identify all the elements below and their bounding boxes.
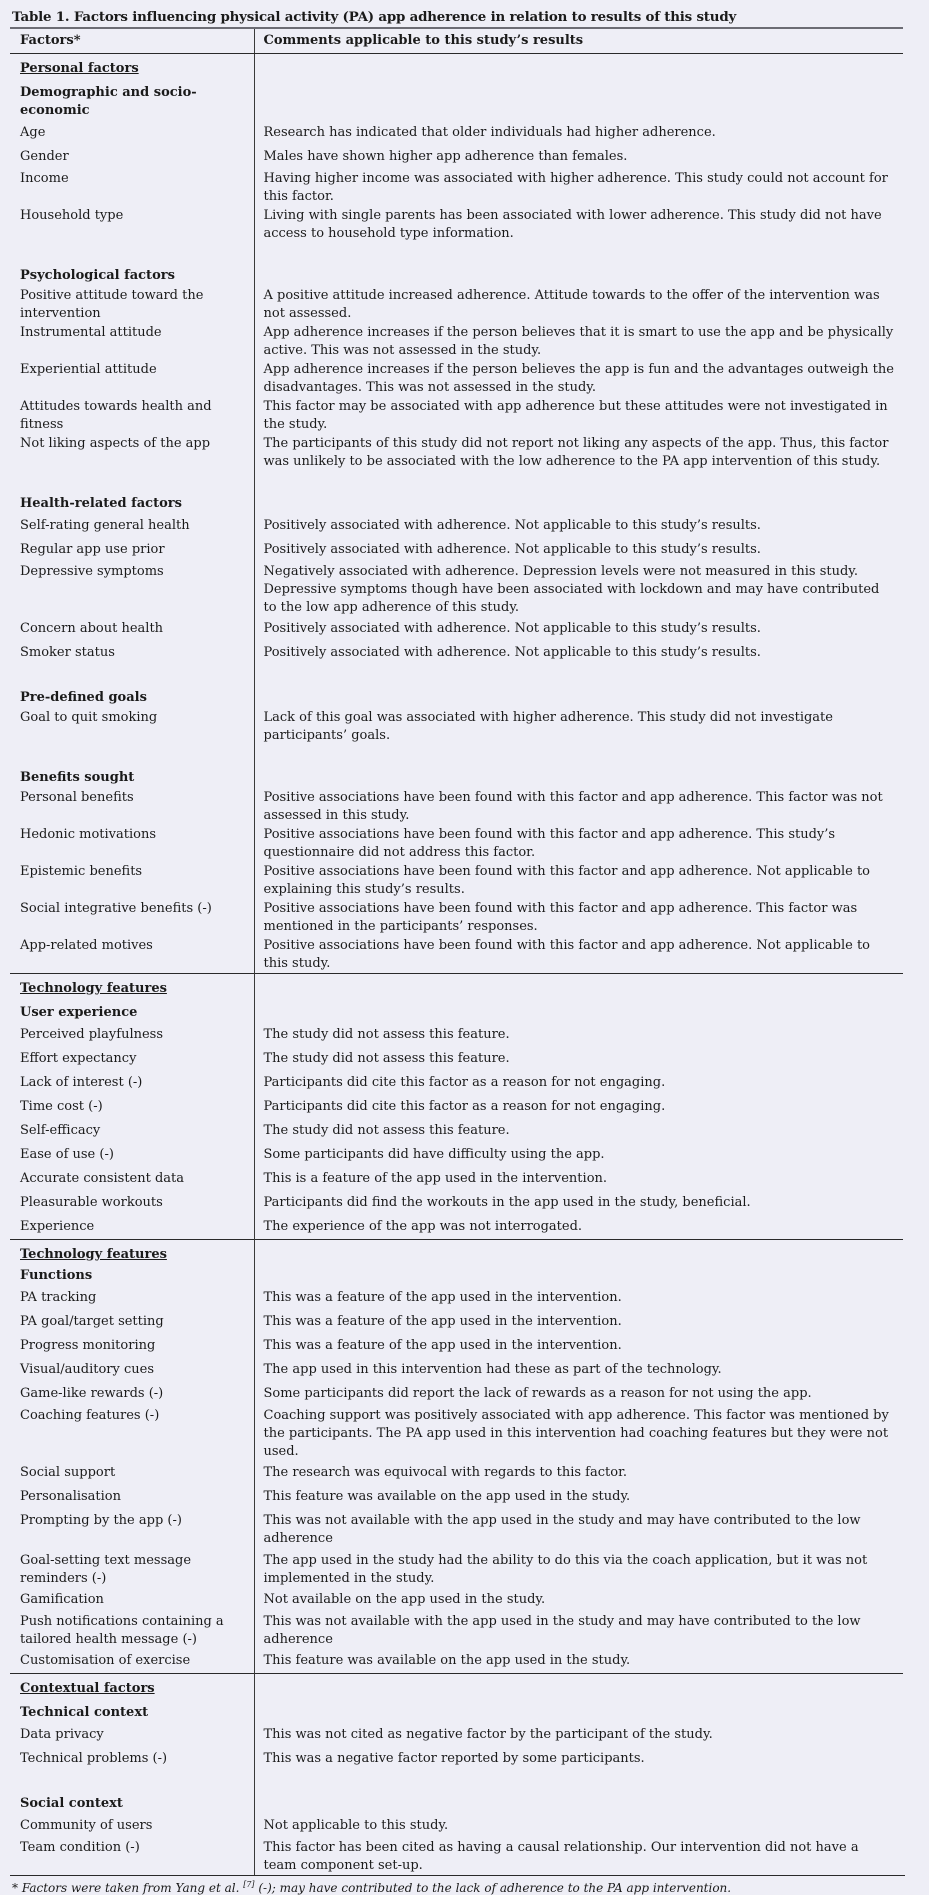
empty-cell xyxy=(254,665,903,685)
table-row xyxy=(10,169,903,206)
table-row xyxy=(10,1334,903,1358)
comment-cell: The study did not assess this feature. xyxy=(263,1027,510,1042)
factor-cell: Lack of interest (-) xyxy=(10,1071,254,1095)
footnote-text-after: (-); may have contributed to the lack of adherence to the PA app intervention. xyxy=(254,1881,732,1895)
table-row xyxy=(10,862,903,899)
empty-cell xyxy=(254,685,903,708)
spacer-row xyxy=(10,471,903,491)
empty-cell xyxy=(254,1000,903,1023)
factors-table xyxy=(10,29,903,1875)
table-row xyxy=(10,1747,903,1771)
comment-cell: This was a negative factor reported by some participants. xyxy=(263,1751,645,1766)
subgroup-header-row xyxy=(10,491,903,514)
factor-cell: Depressive symptoms xyxy=(10,562,254,617)
factor-cell: Technical problems (-) xyxy=(10,1747,254,1771)
comment-cell: Not applicable to this study. xyxy=(263,1818,449,1833)
factor-cell: Concern about health xyxy=(10,617,254,641)
empty-cell xyxy=(254,1791,903,1814)
comment-cell: Participants did find the workouts in the app used in the study, beneficial. xyxy=(263,1195,751,1210)
section-header-row xyxy=(10,974,903,1001)
empty-cell xyxy=(254,1700,903,1723)
comment-cell: Positive associations have been found with this factor and app adherence. Not applicable to explaining this study’s results. xyxy=(263,864,870,897)
table-row xyxy=(10,562,903,617)
comment-cell: A positive attitude increased adherence. Attitude towards to the offer of the intervention was not assessed. xyxy=(263,288,880,321)
comment-cell: This factor has been cited as having a causal relationship. Our intervention did not have a team component set-up. xyxy=(263,1840,859,1873)
comment-cell: Positive associations have been found with this factor and app adherence. Not applicable to this study. xyxy=(263,938,870,971)
factor-cell: Pleasurable workouts xyxy=(10,1191,254,1215)
comment-cell: This is a feature of the app used in the intervention. xyxy=(263,1171,608,1186)
table-row xyxy=(10,145,903,169)
table-row xyxy=(10,1461,903,1485)
subgroup-title: Technical context xyxy=(10,1700,254,1723)
spacer-row xyxy=(10,243,903,263)
subgroup-title: User experience xyxy=(10,1000,254,1023)
table-row xyxy=(10,1286,903,1310)
empty-cell xyxy=(10,745,254,765)
table-row xyxy=(10,641,903,665)
comment-cell: This factor may be associated with app adherence but these attitudes were not investigated in the study. xyxy=(263,399,888,432)
factor-cell: Age xyxy=(10,121,254,145)
factor-cell: Goal to quit smoking xyxy=(10,708,254,745)
subgroup-title: Pre-defined goals xyxy=(10,685,254,708)
table-header-row xyxy=(10,29,903,54)
table-row xyxy=(10,434,903,471)
empty-cell xyxy=(10,243,254,263)
subgroup-header-row xyxy=(10,1791,903,1814)
subgroup-title: Functions xyxy=(10,1266,254,1286)
table-caption: Table 1. Factors influencing physical activity (PA) app adherence in relation to results of this study xyxy=(10,6,903,29)
comment-cell: Positive associations have been found with this factor and app adherence. This factor was mentioned in the participants’ responses. xyxy=(263,901,858,934)
comment-cell: Positively associated with adherence. Not applicable to this study’s results. xyxy=(263,518,761,533)
factor-cell: Experiential attitude xyxy=(10,360,254,397)
factor-cell: Experience xyxy=(10,1215,254,1240)
spacer-row xyxy=(10,745,903,765)
table-row xyxy=(10,899,903,936)
comment-cell: Positive associations have been found with this factor and app adherence. This factor was not assessed in this study. xyxy=(263,790,883,823)
section-header-row xyxy=(10,1674,903,1701)
factor-cell: Visual/auditory cues xyxy=(10,1358,254,1382)
table-row xyxy=(10,1047,903,1071)
factor-cell: PA tracking xyxy=(10,1286,254,1310)
table-row xyxy=(10,1119,903,1143)
subgroup-header-row xyxy=(10,80,903,121)
empty-cell xyxy=(254,471,903,491)
table-row xyxy=(10,323,903,360)
subgroup-title: Benefits sought xyxy=(10,765,254,788)
comment-cell: This feature was available on the app used in the study. xyxy=(263,1653,631,1668)
empty-cell xyxy=(254,765,903,788)
factor-cell: Data privacy xyxy=(10,1723,254,1747)
factor-cell: Attitudes towards health and fitness xyxy=(10,397,254,434)
comment-cell: Participants did cite this factor as a reason for not engaging. xyxy=(263,1099,666,1114)
comment-cell: App adherence increases if the person believes the app is fun and the advantages outweigh the disadvantages. This was not assessed in the study. xyxy=(263,362,894,395)
factor-cell: Accurate consistent data xyxy=(10,1167,254,1191)
factor-cell: Progress monitoring xyxy=(10,1334,254,1358)
comment-cell: Positive associations have been found with this factor and app adherence. This study’s questionnaire did not address this factor. xyxy=(263,827,836,860)
factor-cell: Epistemic benefits xyxy=(10,862,254,899)
table-row xyxy=(10,397,903,434)
factor-cell: Push notifications containing a tailored health message (-) xyxy=(10,1612,254,1649)
empty-cell xyxy=(10,1771,254,1791)
table-row xyxy=(10,360,903,397)
empty-cell xyxy=(10,665,254,685)
subgroup-header-row xyxy=(10,263,903,286)
table-footnote xyxy=(10,1875,905,1895)
subgroup-title: Health-related factors xyxy=(10,491,254,514)
factor-cell: Time cost (-) xyxy=(10,1095,254,1119)
factor-cell: Personalisation xyxy=(10,1485,254,1509)
spacer-row xyxy=(10,665,903,685)
table-row xyxy=(10,1612,903,1649)
comment-cell: Coaching support was positively associated with app adherence. This factor was mentioned by the participants. The PA app used in this intervention had coaching features but they were not used. xyxy=(263,1408,889,1459)
factor-cell: Ease of use (-) xyxy=(10,1143,254,1167)
comment-cell: The study did not assess this feature. xyxy=(263,1051,510,1066)
table-row xyxy=(10,121,903,145)
comment-cell: Positively associated with adherence. Not applicable to this study’s results. xyxy=(263,542,761,557)
table-row xyxy=(10,1382,903,1406)
table-row xyxy=(10,1023,903,1047)
table-row xyxy=(10,1814,903,1838)
factor-cell: App-related motives xyxy=(10,936,254,974)
factor-cell: Household type xyxy=(10,206,254,243)
table-row xyxy=(10,1485,903,1509)
factor-cell: Income xyxy=(10,169,254,206)
subgroup-title: Social context xyxy=(10,1791,254,1814)
table-row xyxy=(10,617,903,641)
subgroup-header-row xyxy=(10,1266,903,1286)
subgroup-header-row xyxy=(10,765,903,788)
comment-cell: This was not cited as negative factor by the participant of the study. xyxy=(263,1727,713,1742)
comment-cell: Living with single parents has been associated with lower adherence. This study did not have access to household type information. xyxy=(263,208,882,241)
comment-cell: Some participants did report the lack of rewards as a reason for not using the app. xyxy=(263,1386,812,1401)
table-row xyxy=(10,538,903,562)
subgroup-header-row xyxy=(10,1700,903,1723)
empty-cell xyxy=(254,974,903,1001)
empty-cell xyxy=(254,1674,903,1701)
empty-cell xyxy=(254,1771,903,1791)
empty-cell xyxy=(254,263,903,286)
factor-cell: Self-rating general health xyxy=(10,514,254,538)
comment-cell: Participants did cite this factor as a reason for not engaging. xyxy=(263,1075,666,1090)
empty-cell xyxy=(254,243,903,263)
table-row xyxy=(10,1358,903,1382)
table-row xyxy=(10,825,903,862)
comment-cell: The study did not assess this feature. xyxy=(263,1123,510,1138)
factor-cell: Social support xyxy=(10,1461,254,1485)
comment-cell: This was not available with the app used in the study and may have contributed to the low adherence xyxy=(263,1614,861,1647)
factor-cell: Effort expectancy xyxy=(10,1047,254,1071)
factor-cell: Instrumental attitude xyxy=(10,323,254,360)
comment-cell: Negatively associated with adherence. Depression levels were not measured in this study. Depressive symptoms though have been associated with lockdown and may have contributed to the low app adherence of this study. xyxy=(263,564,880,615)
table-row xyxy=(10,1191,903,1215)
subgroup-title: Demographic and socio-economic xyxy=(10,80,254,121)
comment-cell: Some participants did have difficulty using the app. xyxy=(263,1147,605,1162)
factor-cell: Community of users xyxy=(10,1814,254,1838)
section-header-row xyxy=(10,1240,903,1267)
table-row xyxy=(10,1723,903,1747)
empty-cell xyxy=(254,1240,903,1267)
factor-cell: Personal benefits xyxy=(10,788,254,825)
table-row xyxy=(10,1406,903,1461)
factor-cell: Social integrative benefits (-) xyxy=(10,899,254,936)
table-body xyxy=(10,54,903,1876)
factor-cell: Gamification xyxy=(10,1588,254,1612)
factor-cell: Prompting by the app (-) xyxy=(10,1509,254,1551)
section-header-row xyxy=(10,54,903,81)
comment-cell: This was a feature of the app used in the intervention. xyxy=(263,1338,622,1353)
table-row xyxy=(10,514,903,538)
comment-cell: The app used in this intervention had these as part of the technology. xyxy=(263,1362,722,1377)
header-comments: Comments applicable to this study’s results xyxy=(254,29,903,54)
table-row xyxy=(10,1095,903,1119)
comment-cell: Lack of this goal was associated with higher adherence. This study did not investigate participants’ goals. xyxy=(263,710,833,743)
factor-cell: Regular app use prior xyxy=(10,538,254,562)
comment-cell: Research has indicated that older individuals had higher adherence. xyxy=(263,125,716,140)
comment-cell: The research was equivocal with regards to this factor. xyxy=(263,1465,627,1480)
section-title: Technology features xyxy=(10,974,254,1001)
comment-cell: Having higher income was associated with higher adherence. This study could not account for this factor. xyxy=(263,171,888,204)
table-row xyxy=(10,1838,903,1875)
comment-cell: The experience of the app was not interrogated. xyxy=(263,1219,583,1234)
empty-cell xyxy=(254,1266,903,1286)
comment-cell: This was not available with the app used in the study and may have contributed to the low adherence xyxy=(263,1513,861,1546)
section-title: Contextual factors xyxy=(10,1674,254,1701)
table-row xyxy=(10,1143,903,1167)
spacer-row xyxy=(10,1771,903,1791)
comment-cell: The participants of this study did not report not liking any aspects of the app. Thus, this factor was unlikely to be associated with the low adherence to the PA app intervention of this study. xyxy=(263,436,889,469)
subgroup-header-row xyxy=(10,1000,903,1023)
empty-cell xyxy=(254,54,903,81)
table-row xyxy=(10,1551,903,1588)
factor-cell: Team condition (-) xyxy=(10,1838,254,1875)
table-row xyxy=(10,1167,903,1191)
table-row xyxy=(10,1588,903,1612)
table-row xyxy=(10,1649,903,1674)
table-row xyxy=(10,1310,903,1334)
comment-cell: The app used in the study had the ability to do this via the coach application, but it was not implemented in the study. xyxy=(263,1553,868,1586)
factor-cell: Gender xyxy=(10,145,254,169)
table-row xyxy=(10,1071,903,1095)
comment-cell: This was a feature of the app used in the intervention. xyxy=(263,1314,622,1329)
header-factors: Factors* xyxy=(10,29,254,54)
comment-cell: Males have shown higher app adherence than females. xyxy=(263,149,628,164)
table-row xyxy=(10,936,903,974)
comment-cell: This was a feature of the app used in the intervention. xyxy=(263,1290,622,1305)
comment-cell: Positively associated with adherence. Not applicable to this study’s results. xyxy=(263,645,761,660)
factor-cell: Smoker status xyxy=(10,641,254,665)
footnote-reference: [7] xyxy=(243,1880,255,1889)
section-title: Technology features xyxy=(10,1240,254,1267)
factor-cell: Game-like rewards (-) xyxy=(10,1382,254,1406)
factor-cell: Self-efficacy xyxy=(10,1119,254,1143)
empty-cell xyxy=(254,80,903,121)
factor-cell: Customisation of exercise xyxy=(10,1649,254,1674)
table-row xyxy=(10,1215,903,1240)
comment-cell: This feature was available on the app used in the study. xyxy=(263,1489,631,1504)
subgroup-title: Psychological factors xyxy=(10,263,254,286)
table-row xyxy=(10,1509,903,1551)
section-title: Personal factors xyxy=(10,54,254,81)
subgroup-header-row xyxy=(10,685,903,708)
factor-cell: PA goal/target setting xyxy=(10,1310,254,1334)
table-row xyxy=(10,286,903,323)
factor-cell: Perceived playfulness xyxy=(10,1023,254,1047)
factor-cell: Positive attitude toward the intervention xyxy=(10,286,254,323)
empty-cell xyxy=(10,471,254,491)
table-row xyxy=(10,788,903,825)
table-row xyxy=(10,206,903,243)
comment-cell: App adherence increases if the person believes that it is smart to use the app and be physically active. This was not assessed in the study. xyxy=(263,325,894,358)
comment-cell: Positively associated with adherence. Not applicable to this study’s results. xyxy=(263,621,761,636)
comment-cell: Not available on the app used in the study. xyxy=(263,1592,546,1607)
table-row xyxy=(10,708,903,745)
empty-cell xyxy=(254,491,903,514)
factor-cell: Not liking aspects of the app xyxy=(10,434,254,471)
empty-cell xyxy=(254,745,903,765)
factor-cell: Hedonic motivations xyxy=(10,825,254,862)
factor-cell: Goal-setting text message reminders (-) xyxy=(10,1551,254,1588)
footnote-text-before: * Factors were taken from Yang et al. xyxy=(12,1881,244,1895)
factor-cell: Coaching features (-) xyxy=(10,1406,254,1461)
